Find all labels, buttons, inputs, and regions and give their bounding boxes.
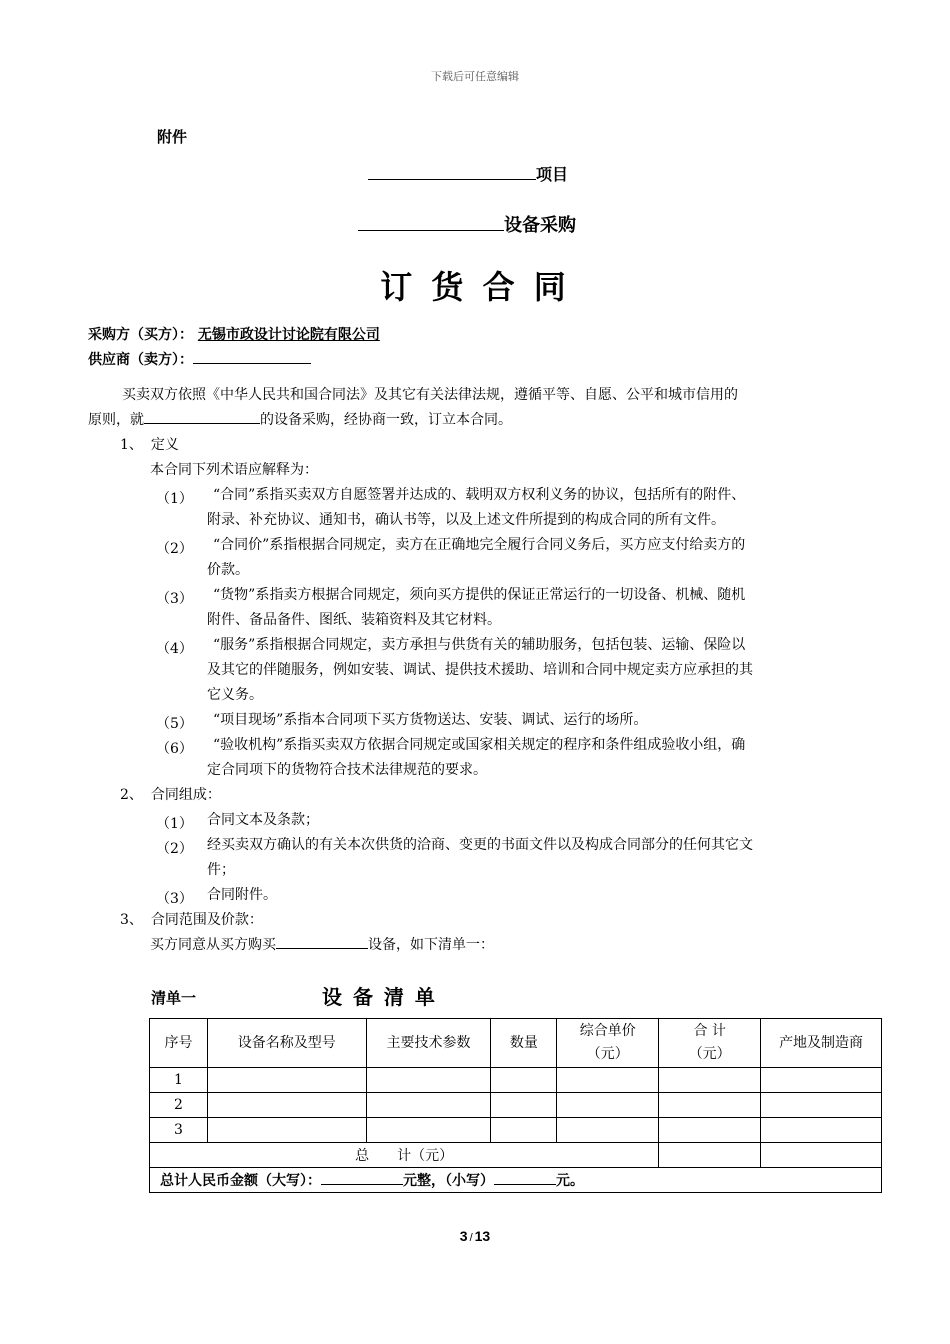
buyer-name: 无锡市政设计讨论院有限公司	[197, 327, 380, 343]
def-4-line-2: 及其它的伴随服务，例如安装、调试、提供技术援助、培训和合同中规定卖方应承担的其	[207, 662, 753, 678]
section-3-blank[interactable]	[276, 934, 368, 949]
comp-2-line-1: 经买卖双方确认的有关本次供货的洽商、变更的书面文件以及构成合同部分的任何其它文	[207, 837, 753, 853]
table-row	[150, 1093, 882, 1118]
col-header-quantity: 数量	[491, 1019, 557, 1068]
def-4-line-1: “服务”系指根据合同规定，卖方承担与供货有关的辅助服务，包括包装、运输、保险以	[213, 637, 746, 653]
cell-tech-params[interactable]	[366, 1068, 491, 1093]
cell-subtotal[interactable]	[659, 1068, 761, 1093]
def-2-line-2: 价款。	[207, 562, 249, 578]
col-header-origin-maker: 产地及制造商	[761, 1019, 882, 1068]
section-1-lead: 本合同下列术语应解释为：	[150, 462, 318, 478]
table-header-row	[150, 1019, 882, 1068]
section-3-line-a: 买方同意从买方购买	[150, 937, 276, 953]
supplier-label: 供应商（卖方）：	[88, 352, 193, 368]
intro-blank[interactable]	[144, 409, 260, 424]
cell-unit-price[interactable]	[557, 1118, 659, 1143]
cell-subtotal[interactable]	[659, 1118, 761, 1143]
def-5-num: （5）	[156, 716, 193, 732]
amount-cell	[150, 1168, 882, 1193]
cell-subtotal[interactable]	[659, 1093, 761, 1118]
cell-quantity[interactable]	[491, 1068, 557, 1093]
total-label: 总 计（元）	[150, 1143, 659, 1168]
supplier-line	[88, 349, 311, 369]
row-index: 2	[150, 1093, 208, 1118]
amount-words-blank[interactable]	[321, 1170, 403, 1185]
def-3-line-2: 附件、备品备件、图纸、装箱资料及其它材料。	[207, 612, 501, 628]
comp-2-num: （2）	[156, 841, 193, 857]
section-3-num: 3、	[120, 912, 143, 928]
def-1-line-2: 附录、补充协议、通知书，确认书等，以及上述文件所提到的构成合同的所有文件。	[207, 512, 725, 528]
col-header-unit-price: 综合单价 （元）	[557, 1019, 659, 1068]
cell-origin-maker[interactable]	[761, 1068, 882, 1093]
intro-line-1: 买卖双方依照《中华人民共和国合同法》及其它有关法律法规，遵循平等、自愿、公平和城市信用的	[122, 387, 738, 403]
comp-1-num: （1）	[156, 816, 193, 832]
intro-line-2	[88, 408, 512, 433]
section-1-title: 定义	[150, 437, 179, 453]
col-header-name-model: 设备名称及型号	[207, 1019, 366, 1068]
procurement-name-blank[interactable]	[358, 212, 504, 231]
cell-quantity[interactable]	[491, 1093, 557, 1118]
section-2-num: 2、	[120, 787, 143, 803]
section-3-title: 合同范围及价款：	[150, 912, 263, 928]
col-header-subtotal: 合 计 （元）	[659, 1019, 761, 1068]
buyer-line	[88, 324, 380, 344]
intro-line-2-a: 原则，就	[88, 412, 144, 428]
def-2-line-1: “合同价”系指根据合同规定，卖方在正确地完全履行合同义务后，买方应支付给卖方的	[213, 537, 746, 553]
col-header-tech-params: 主要技术参数	[366, 1019, 491, 1068]
comp-2-line-2: 件；	[207, 862, 235, 878]
procurement-line	[358, 211, 576, 237]
def-3-line-1: “货物”系指卖方根据合同规定，须向买方提供的保证正常运行的一切设备、机械、随机	[213, 587, 746, 603]
def-2-num: （2）	[156, 541, 193, 557]
page-current: 3	[459, 1228, 468, 1244]
page-number	[0, 1228, 950, 1244]
cell-unit-price[interactable]	[557, 1093, 659, 1118]
cell-tech-params[interactable]	[366, 1093, 491, 1118]
page-sep: /	[469, 1232, 473, 1244]
def-5-line-1: “项目现场”系指本合同项下买方货物送达、安装、调试、运行的场所。	[213, 712, 648, 728]
top-note: 下载后可任意编辑	[431, 70, 519, 83]
col-header-index: 序号	[150, 1019, 208, 1068]
page-title: 订 货 合 同	[380, 268, 570, 306]
table-row	[150, 1118, 882, 1143]
procurement-suffix: 设备采购	[504, 215, 576, 236]
comp-3-num: （3）	[156, 891, 193, 907]
cell-name-model[interactable]	[207, 1118, 366, 1143]
def-6-line-1: “验收机构”系指买卖双方依据合同规定或国家相关规定的程序和条件组成验收小组，确	[213, 737, 746, 753]
comp-3-line-1: 合同附件。	[207, 887, 277, 903]
cell-quantity[interactable]	[491, 1118, 557, 1143]
cell-name-model[interactable]	[207, 1093, 366, 1118]
page-total: 13	[474, 1228, 491, 1244]
amount-figures-blank[interactable]	[494, 1170, 556, 1185]
def-4-num: （4）	[156, 641, 193, 657]
def-1-num: （1）	[156, 491, 193, 507]
project-line	[368, 162, 568, 185]
cell-name-model[interactable]	[207, 1068, 366, 1093]
table-total-row	[150, 1143, 882, 1168]
total-value-cell[interactable]	[659, 1143, 761, 1168]
attachment-label: 附件	[157, 128, 188, 146]
section-3-line-b: 设备，如下清单一：	[368, 937, 494, 953]
def-4-line-3: 它义务。	[207, 687, 263, 703]
section-2-heading	[120, 783, 221, 808]
amount-end: 元。	[556, 1173, 584, 1189]
section-1-heading	[120, 433, 179, 458]
def-6-num: （6）	[156, 741, 193, 757]
row-index: 1	[150, 1068, 208, 1093]
section-1-num: 1、	[120, 437, 143, 453]
comp-1-line-1: 合同文本及条款；	[207, 812, 319, 828]
section-2-title: 合同组成：	[150, 787, 221, 803]
cell-tech-params[interactable]	[366, 1118, 491, 1143]
equipment-table	[149, 1018, 882, 1193]
supplier-name-blank[interactable]	[193, 349, 311, 364]
cell-unit-price[interactable]	[557, 1068, 659, 1093]
list-title: 设 备 清 单	[322, 985, 437, 1009]
section-3-heading	[120, 908, 263, 933]
buyer-label: 采购方（买方）：	[88, 327, 193, 343]
list-label: 清单一	[151, 989, 197, 1007]
amount-label: 总计人民币金额（大写）：	[160, 1173, 321, 1189]
intro-line-2-b: 的设备采购，经协商一致，订立本合同。	[260, 412, 512, 428]
cell-origin-maker[interactable]	[761, 1093, 882, 1118]
def-6-line-2: 定合同项下的货物符合技术法律规范的要求。	[207, 762, 487, 778]
row-index: 3	[150, 1118, 208, 1143]
def-3-num: （3）	[156, 591, 193, 607]
amount-mid: 元整，（小写）	[403, 1173, 494, 1189]
section-3-line	[150, 933, 494, 958]
table-amount-row	[150, 1168, 882, 1193]
project-name-blank[interactable]	[368, 163, 536, 180]
cell-origin-maker[interactable]	[761, 1118, 882, 1143]
project-suffix: 项目	[536, 165, 569, 184]
table-row	[150, 1068, 882, 1093]
def-1-line-1: “合同”系指买卖双方自愿签署并达成的、载明双方权利义务的协议，包括所有的附件、	[213, 487, 746, 503]
total-empty-cell	[761, 1143, 882, 1168]
